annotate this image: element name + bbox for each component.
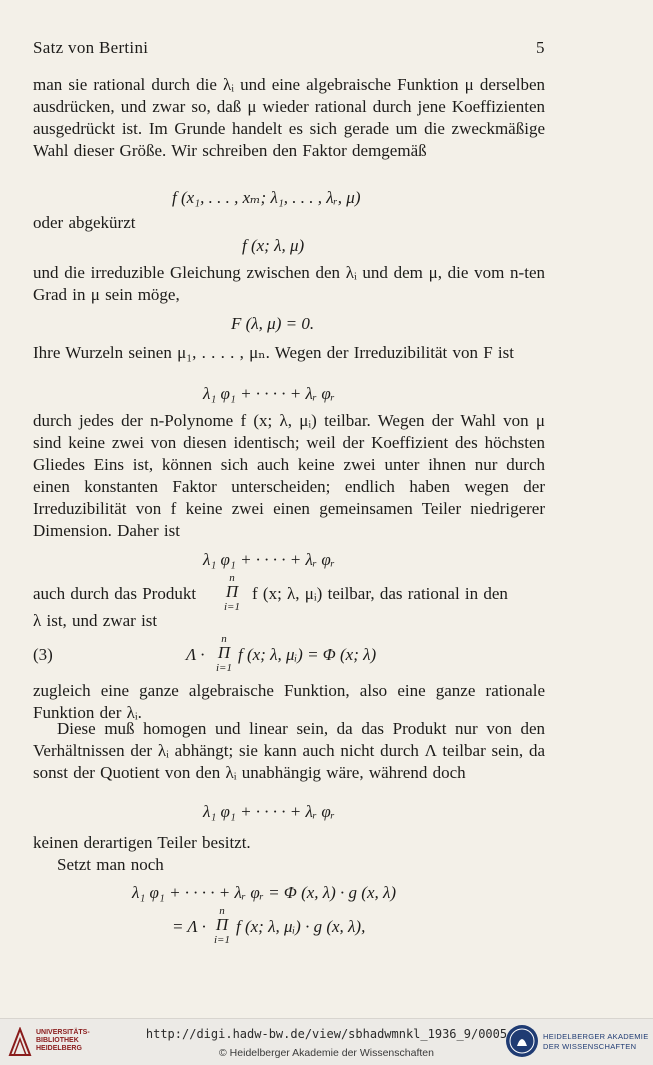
equation-linear-form-3: λ₁ φ₁ + · · · · + λᵣ φᵣ <box>203 802 335 821</box>
library-name: UNIVERSITÄTS- BIBLIOTHEK HEIDELBERG <box>36 1029 90 1052</box>
paragraph-intro: man sie rational durch die λᵢ und eine algebraische Funktion μ derselben ausdrücken, und zwar so, daß μ wieder rational durch jene Koeffizienten ausgedrückt ist. Im Grunde handelt es sich gerade um die zweckmäßige Wahl dieser Größe. Wir schreiben den Faktor demgemäß <box>33 75 545 160</box>
equation-3-product-symbol: Π <box>217 643 231 662</box>
final-product-symbol: Π <box>215 915 229 934</box>
product-lower-limit: i=1 <box>224 601 240 613</box>
equation-factor: f (x₁, . . . , xₘ; λ₁, . . . , λᵣ, μ) <box>172 188 361 207</box>
paragraph-roots: Ihre Wurzeln seinen μ₁, . . . . , μₙ. Wegen der Irreduzibilität von F ist <box>33 343 514 362</box>
equation-3-left: Λ · <box>186 645 205 664</box>
paragraph-no-divisor: keinen derartigen Teiler besitzt. <box>33 833 251 852</box>
paragraph-set: Setzt man noch <box>57 855 164 874</box>
viewer-footer <box>0 1018 653 1065</box>
paragraph-abbreviated: oder abgekürzt <box>33 213 136 232</box>
equation-linear-form-2: λ₁ φ₁ + · · · · + λᵣ φᵣ <box>203 550 335 569</box>
academy-name: HEIDELBERGER AKADEMIE DER WISSENSCHAFTEN <box>543 1032 649 1051</box>
paragraph-divisibility: durch jedes der n-Polynome f (x; λ, μᵢ) teilbar. Wegen der Wahl von μ sind keine zwei von diesen identisch; weil der Koeffizient des höchsten Gliedes Eins ist, können sich auch keine zwei unter ihnen nur durch einen konstanten Faktor unterscheiden; endlich haben wegen der Irreduzibilität von f keine zwei einen gemeinsamen Teiler niedrigerer Dimension. Daher ist <box>33 411 545 540</box>
permalink-url[interactable]: http://digi.hadw-bw.de/view/sbhadwmnkl_1936_9/0005 <box>145 1027 508 1041</box>
equation-factor-short: f (x; λ, μ) <box>242 236 305 255</box>
equation-final-line-1: λ₁ φ₁ + · · · · + λᵣ φᵣ = Φ (x, λ) · g (x, λ) <box>132 883 397 902</box>
product-upper-limit: n <box>229 572 235 584</box>
paragraph-rational-lambda: λ ist, und zwar ist <box>33 611 158 630</box>
equation-3-right: f (x; λ, μᵢ) = Φ (x; λ) <box>238 645 377 664</box>
product-trailing-text: f (x; λ, μᵢ) teilbar, das rational in den <box>252 584 508 603</box>
equation-F: F (λ, μ) = 0. <box>231 314 315 333</box>
product-symbol: Π <box>225 582 239 601</box>
final-product-lower: i=1 <box>214 934 230 946</box>
product-lead-text: auch durch das Produkt <box>33 584 197 603</box>
paragraph-homogeneous: Diese muß homogen und linear sein, da das Produkt nur von den Verhältnissen der λᵢ abhängt; sie kann auch nicht durch Λ teilbar sein, da sonst der Quotient von den λᵢ unabhängig wäre, während doch <box>33 719 545 782</box>
equation-3-product-upper: n <box>221 633 227 645</box>
paragraph-irreducible-equation: und die irreduzible Gleichung zwischen den λᵢ und dem μ, die vom n-ten Grad in μ sein möge, <box>33 263 545 304</box>
final-product-upper: n <box>219 905 225 917</box>
equation-number-3: (3) <box>33 645 53 664</box>
running-header-title: Satz von Bertini <box>33 38 149 57</box>
academy-seal-logo-icon <box>505 1024 539 1058</box>
page-number: 5 <box>536 38 545 57</box>
paragraph-rational-function: zugleich eine ganze algebraische Funktion, also eine ganze rationale Funktion der λᵢ. <box>33 681 545 722</box>
equation-final-line-2-right: f (x; λ, μᵢ) · g (x, λ), <box>236 917 366 936</box>
equation-final-line-2-left: = Λ · <box>172 917 206 936</box>
equation-3-product-lower: i=1 <box>216 662 232 674</box>
equation-linear-form-1: λ₁ φ₁ + · · · · + λᵣ φᵣ <box>203 384 335 403</box>
copyright-notice: © Heidelberger Akademie der Wissenschaften <box>219 1047 434 1059</box>
